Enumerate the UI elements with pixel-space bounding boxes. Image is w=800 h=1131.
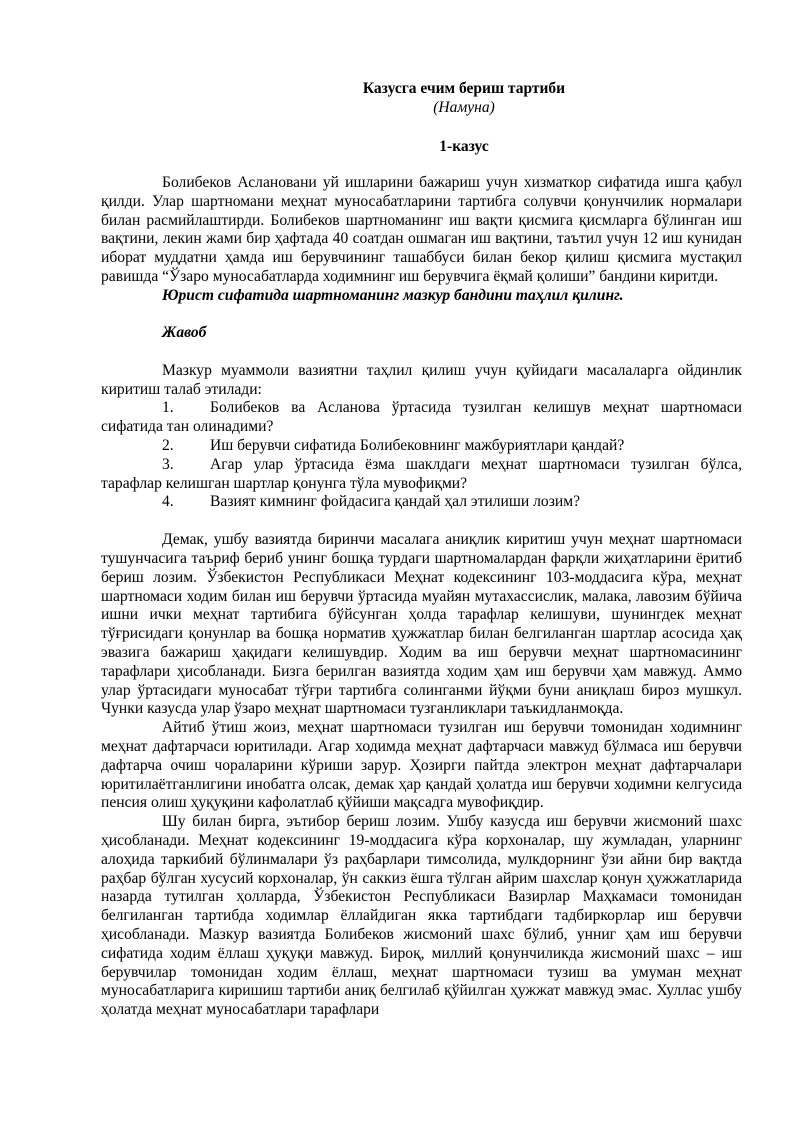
question-number: 1. bbox=[162, 399, 174, 417]
answer-heading: Жавоб bbox=[162, 324, 207, 342]
body-paragraph: Шу билан бирга, эътибор бериш лозим. Ушбу казусда иш берувчи жисмоний шахс ҳисобланади. Меҳнат кодексининг 19-моддасига кўра корхоналар, шу жумладан, уларнинг алоҳида таркибий бўлинмалари ўз раҳбарлари тимсолида, мулкдорнинг ўзи айни бир вақтда раҳбар бўлган хусусий корхоналар, ўн саккиз ёшга тўлган айрим шахслар қонун ҳужжатларида назарда тутилган ҳолларда, Ўзбекистон Республикаси Вазирлар Маҳкамаси томонидан белгиланган тартибда ходимлар ёллайдиган якка тартибдаги тадбиркорлар иш берувчи ҳисобланади. Мазкур вазиятда Болибеков жисмоний шахс бўлиб, унниг ҳам иш берувчи сифатида ходим ёллаш ҳуқуқи мавжуд. Бироқ, миллий қонунчиликда жисмоний шахс – иш берувчилар томонидан ходим ёллаш, меҳнат шартномаси тузиш ва умуман меҳнат муносабатларига киришиш тартиби аниқ белгилаб қўйилган ҳужжат мавжуд эмас. Хуллас ушбу ҳолатда меҳнат муносабатлари тарафлари bbox=[101, 813, 742, 1019]
document-body bbox=[101, 174, 742, 1020]
question-text: Болибеков ва Асланова ўртасида тузилган келишув меҳнат шартномаси сифатида тан олинадими? bbox=[101, 399, 742, 436]
question-number: 2. bbox=[162, 437, 174, 455]
list-item bbox=[101, 437, 742, 456]
answer-intro: Мазкур муаммоли вазиятни таҳлил қилиш учун қуйидаги масалаларга ойдинлик киритиш талаб этилади: bbox=[101, 361, 742, 398]
body-paragraph: Демак, ушбу вазиятда биринчи масалага аниқлик киритиш учун меҳнат шартномаси тушунчасига таъриф бериб унинг бошқа турдаги шартномалардан фарқли жиҳатларини ёритиб бериш лозим. Ўзбекистон Республикаси Меҳнат кодексининг 103-моддасига кўра, меҳнат шартномаси ходим билан иш берувчи ўртасида муайян мутахассислик, малака, лавозим бўйича ишни ички меҳнат тартибига бўйсунган ҳолда тарафлар келишуви, шунингдек меҳнат тўғрисидаги қонунлар ва бошқа норматив ҳужжатлар билан белгиланган шартлар асосида ҳақ эвазига бажариш ҳақидаги келишувдир. Ходим ва иш берувчи меҳнат шартномасининг тарафлари ҳисобланади. Бизга берилган вазиятда ходим ҳам иш берувчи ҳам мавжуд. Аммо улар ўртасидаги муносабат тўғри тартибга солинганми йўқми буни аниқлаш бироз мушкул. Чунки казусда улар ўзаро меҳнат шартномаси тузганликлари таъкидланмоқда. bbox=[101, 531, 742, 718]
list-item bbox=[101, 456, 742, 494]
question-text: Агар улар ўртасида ёзма шаклдаги меҳнат шартномаси тузилган бўлса, тарафлар келишган шартлар қонунга тўла мувофиқми? bbox=[101, 455, 742, 492]
list-item bbox=[101, 399, 742, 437]
case-text: Болибеков Аслановани уй ишларини бажариш учун хизматкор сифатида ишга қабул қилди. Улар шартномани меҳнат муносабатларини тартибга солувчи қонунчилик нормалари билан расмийлаштирди. Болибеков шартноманинг иш вақти қисмига қисмларга бўлинган иш вақтини, лекин жами бир ҳафтада 40 соатдан ошмаган иш вақтини, таътил учун 12 иш кунидан иборат муддатни ҳамда иш берувчининг ташаббуси билан бекор қилиш қисмига мустақил равишда “Ўзаро муносабатларда ходимнинг иш берувчига ёқмай қолиши” бандини киритди. bbox=[101, 174, 742, 285]
task-text: Юрист сифатида шартноманинг мазкур бандини таҳлил қилинг. bbox=[162, 286, 624, 304]
question-text: Вазият кимнинг фойдасига қандай ҳал этилиши лозим? bbox=[210, 493, 580, 511]
list-item bbox=[101, 493, 742, 512]
question-number: 4. bbox=[162, 493, 174, 511]
question-number: 3. bbox=[162, 455, 174, 473]
question-list bbox=[101, 399, 742, 512]
document-title: Казусга ечим бериш тартиби bbox=[362, 80, 566, 97]
body-paragraph: Айтиб ўтиш жоиз, меҳнат шартномаси тузилган иш берувчи томонидан ходимнинг меҳнат дафтарчаси юритилади. Агар ходимда меҳнат дафтарчаси мавжуд бўлмаса иш берувчи дафтарча очиш чораларини кўриши зарур. Ҳозирги пайтда электрон меҳнат дафтарчалари юритилаётганлигини инобатга олсак, демак ҳар қандай ҳолатда иш берувчи ходимни келгусида пенсия олиш ҳуқуқини кафолатлаб қўйиши мақсадга мувофиқдир. bbox=[101, 719, 742, 812]
document-subtitle: (Намуна) bbox=[433, 99, 495, 116]
question-text: Иш берувчи сифатида Болибековнинг мажбуриятлари қандай? bbox=[210, 437, 625, 455]
case-title: 1-казус bbox=[439, 138, 489, 155]
